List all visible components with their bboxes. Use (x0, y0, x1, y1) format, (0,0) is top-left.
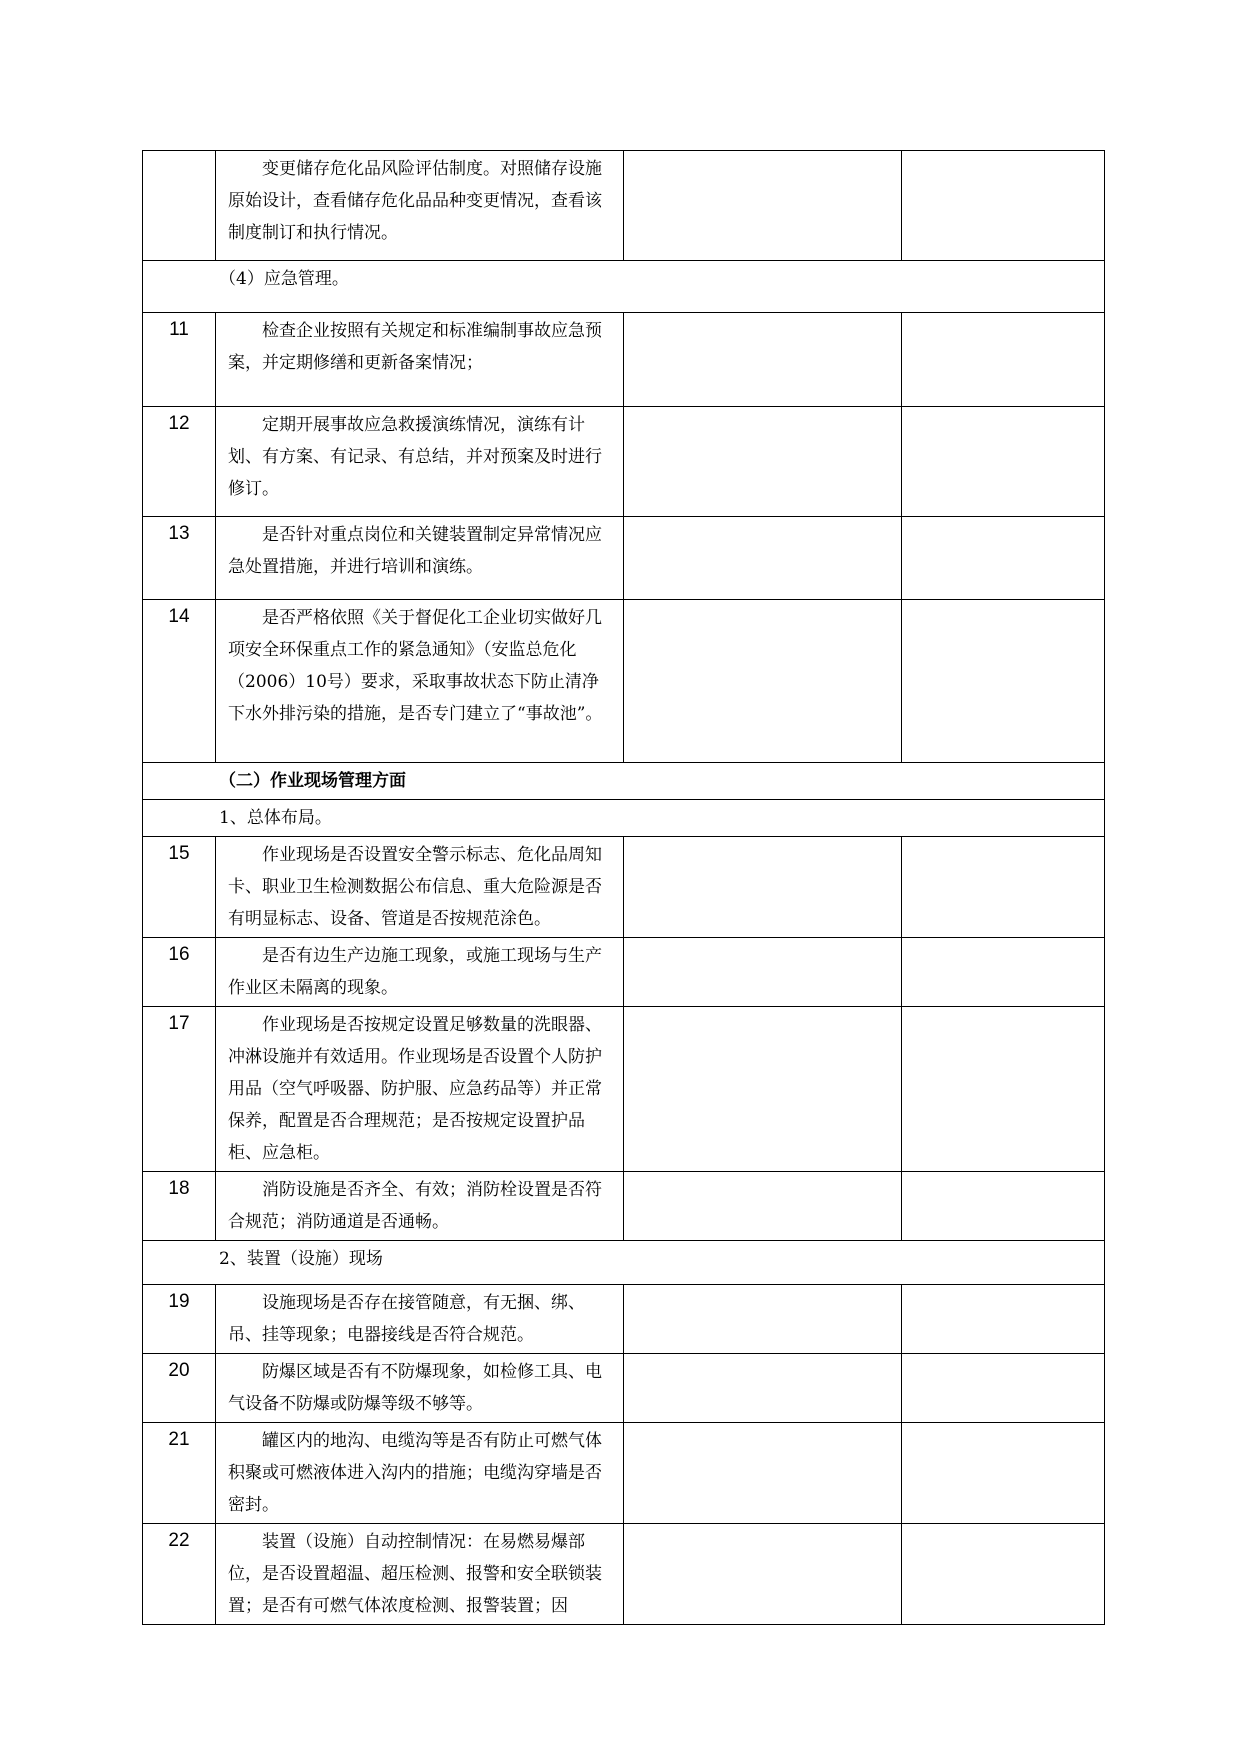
section-row (143, 763, 1105, 800)
result-cell[interactable] (624, 600, 902, 763)
inspection-content: 是否针对重点岗位和关键装置制定异常情况应急处置措施，并进行培训和演练。 (216, 517, 624, 600)
result-cell[interactable] (624, 1172, 902, 1241)
item-number: 18 (143, 1172, 216, 1241)
remark-cell[interactable] (902, 313, 1105, 407)
table-row (143, 1524, 1105, 1625)
result-cell[interactable] (624, 837, 902, 938)
table-row (143, 1285, 1105, 1354)
section-row (143, 261, 1105, 313)
item-number: 16 (143, 938, 216, 1007)
item-number (143, 151, 216, 261)
item-number: 14 (143, 600, 216, 763)
result-cell[interactable] (624, 313, 902, 407)
table-row (143, 600, 1105, 763)
remark-cell[interactable] (902, 600, 1105, 763)
remark-cell[interactable] (902, 407, 1105, 517)
section-heading: 2、装置（设施）现场 (143, 1241, 1105, 1285)
table-row (143, 151, 1105, 261)
remark-cell[interactable] (902, 1285, 1105, 1354)
remark-cell[interactable] (902, 1354, 1105, 1423)
inspection-content: 罐区内的地沟、电缆沟等是否有防止可燃气体积聚或可燃液体进入沟内的措施；电缆沟穿墙是否密封。 (216, 1423, 624, 1524)
section-heading: （4）应急管理。 (143, 261, 1105, 313)
item-number: 11 (143, 313, 216, 407)
result-cell[interactable] (624, 517, 902, 600)
result-cell[interactable] (624, 1285, 902, 1354)
remark-cell[interactable] (902, 837, 1105, 938)
result-cell[interactable] (624, 1524, 902, 1625)
result-cell[interactable] (624, 938, 902, 1007)
remark-cell[interactable] (902, 151, 1105, 261)
item-number: 15 (143, 837, 216, 938)
table-row (143, 1172, 1105, 1241)
remark-cell[interactable] (902, 517, 1105, 600)
table-row (143, 1354, 1105, 1423)
result-cell[interactable] (624, 407, 902, 517)
inspection-content: 定期开展事故应急救援演练情况，演练有计划、有方案、有记录、有总结，并对预案及时进行修订。 (216, 407, 624, 517)
remark-cell[interactable] (902, 1524, 1105, 1625)
result-cell[interactable] (624, 1354, 902, 1423)
section-heading: （二）作业现场管理方面 (143, 763, 1105, 800)
inspection-content: 是否有边生产边施工现象，或施工现场与生产作业区未隔离的现象。 (216, 938, 624, 1007)
result-cell[interactable] (624, 1007, 902, 1172)
item-number: 21 (143, 1423, 216, 1524)
item-number: 20 (143, 1354, 216, 1423)
item-number: 22 (143, 1524, 216, 1625)
remark-cell[interactable] (902, 1172, 1105, 1241)
inspection-content: 装置（设施）自动控制情况：在易燃易爆部位，是否设置超温、超压检测、报警和安全联锁装置；是否有可燃气体浓度检测、报警装置；因 (216, 1524, 624, 1625)
section-heading: 1、总体布局。 (143, 800, 1105, 837)
inspection-content: 消防设施是否齐全、有效；消防栓设置是否符合规范；消防通道是否通畅。 (216, 1172, 624, 1241)
inspection-table (142, 150, 1105, 1625)
table-row (143, 517, 1105, 600)
inspection-content: 是否严格依照《关于督促化工企业切实做好几项安全环保重点工作的紧急通知》（安监总危化（2006）10号）要求，采取事故状态下防止清净下水外排污染的措施，是否专门建立了“事故池”。 (216, 600, 624, 763)
remark-cell[interactable] (902, 1423, 1105, 1524)
item-number: 12 (143, 407, 216, 517)
table-row (143, 1423, 1105, 1524)
table-row (143, 837, 1105, 938)
result-cell[interactable] (624, 151, 902, 261)
item-number: 13 (143, 517, 216, 600)
remark-cell[interactable] (902, 938, 1105, 1007)
inspection-content: 作业现场是否设置安全警示标志、危化品周知卡、职业卫生检测数据公布信息、重大危险源是否有明显标志、设备、管道是否按规范涂色。 (216, 837, 624, 938)
table-row (143, 938, 1105, 1007)
item-number: 19 (143, 1285, 216, 1354)
result-cell[interactable] (624, 1423, 902, 1524)
section-row (143, 800, 1105, 837)
table-row (143, 313, 1105, 407)
inspection-content: 防爆区域是否有不防爆现象，如检修工具、电气设备不防爆或防爆等级不够等。 (216, 1354, 624, 1423)
table-row (143, 407, 1105, 517)
inspection-table-body (143, 151, 1105, 1625)
item-number: 17 (143, 1007, 216, 1172)
table-row (143, 1007, 1105, 1172)
inspection-content: 作业现场是否按规定设置足够数量的洗眼器、冲淋设施并有效适用。作业现场是否设置个人防护用品（空气呼吸器、防护服、应急药品等）并正常保养，配置是否合理规范；是否按规定设置护品柜、应急柜。 (216, 1007, 624, 1172)
inspection-content: 变更储存危化品风险评估制度。对照储存设施原始设计，查看储存危化品品种变更情况，查看该制度制订和执行情况。 (216, 151, 624, 261)
section-row (143, 1241, 1105, 1285)
remark-cell[interactable] (902, 1007, 1105, 1172)
inspection-content: 检查企业按照有关规定和标准编制事故应急预案，并定期修缮和更新备案情况； (216, 313, 624, 407)
inspection-content: 设施现场是否存在接管随意，有无捆、绑、吊、挂等现象；电器接线是否符合规范。 (216, 1285, 624, 1354)
